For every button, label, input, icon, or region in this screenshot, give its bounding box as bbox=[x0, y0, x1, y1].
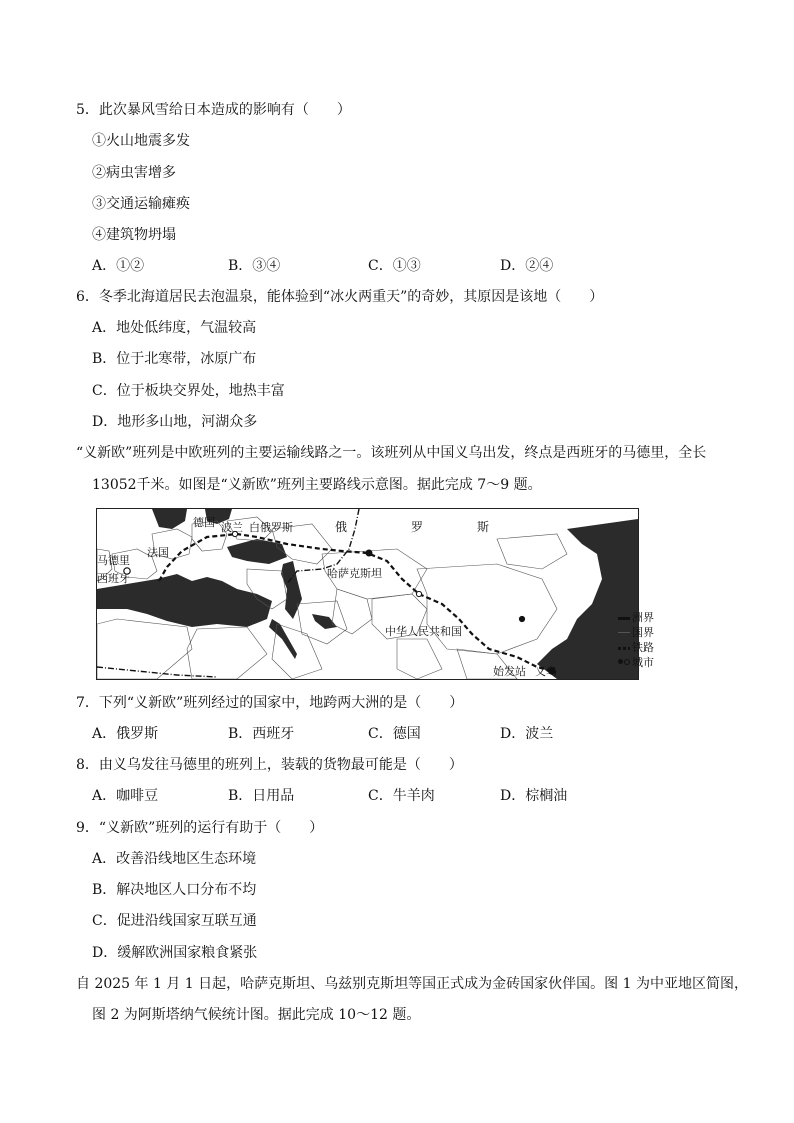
label-start-station: 始发站 bbox=[493, 665, 526, 678]
question-8-stem: 8．由义乌发往马德里的班列上，装载的货物最可能是（ ） bbox=[76, 757, 463, 773]
passage-2-line-2: 图 2 为阿斯塔纳气候统计图。据此完成 10～12 题。 bbox=[92, 1007, 421, 1023]
label-china: 中华人民共和国 bbox=[385, 625, 462, 638]
q5-choice-b[interactable]: B．③④ bbox=[228, 258, 281, 274]
route-map bbox=[96, 508, 639, 680]
red-sea bbox=[269, 619, 297, 659]
q8-choice-d[interactable]: D．棕榈油 bbox=[500, 788, 568, 804]
q8-choice-b[interactable]: B．日用品 bbox=[228, 788, 295, 804]
question-9-stem: 9．“义新欧”班列的运行有助于（ ） bbox=[76, 820, 324, 836]
q5-item-1: ①火山地震多发 bbox=[92, 133, 190, 149]
q9-option-b[interactable]: B．解决地区人口分布不均 bbox=[92, 882, 257, 898]
label-france: 法国 bbox=[147, 546, 169, 559]
question-5-stem: 5．此次暴风雪给日本造成的影响有（ ） bbox=[76, 102, 351, 118]
q5-item-3: ③交通运输瘫痪 bbox=[92, 196, 190, 212]
north-sea bbox=[152, 509, 187, 529]
label-russia-3: 斯 bbox=[477, 520, 490, 534]
city-marker-kazakhstan bbox=[416, 591, 421, 596]
q6-option-d[interactable]: D．地形多山地，河湖众多 bbox=[92, 414, 258, 430]
border-icon bbox=[618, 632, 630, 633]
q5-item-2: ②病虫害增多 bbox=[92, 165, 176, 181]
q5-choice-c[interactable]: C．①③ bbox=[368, 258, 421, 274]
q9-option-c[interactable]: C．促进沿线国家互联互通 bbox=[92, 913, 257, 929]
q6-option-b[interactable]: B．位于北寒带，冰原广布 bbox=[92, 351, 257, 367]
q9-option-a[interactable]: A．改善沿线地区生态环境 bbox=[92, 851, 257, 867]
label-madrid: 马德里 bbox=[97, 554, 130, 567]
q8-choice-a[interactable]: A．咖啡豆 bbox=[92, 788, 159, 804]
city-marker-russia bbox=[366, 550, 372, 556]
label-spain: 西班牙 bbox=[97, 572, 130, 585]
q5-choice-a[interactable]: A．①② bbox=[92, 258, 145, 274]
continent-boundary-south bbox=[97, 667, 217, 677]
label-belarus: 白俄罗斯 bbox=[249, 521, 293, 534]
q7-choice-b[interactable]: B．西班牙 bbox=[228, 726, 295, 742]
q8-choice-c[interactable]: C．牛羊肉 bbox=[368, 788, 435, 804]
q7-choice-a[interactable]: A．俄罗斯 bbox=[92, 726, 159, 742]
caspian-sea bbox=[281, 561, 302, 619]
city-circle-icon bbox=[624, 659, 630, 665]
label-russia-1: 俄 bbox=[335, 520, 348, 534]
label-germany: 德国 bbox=[193, 516, 215, 529]
map-legend: 洲界 国界 铁路 城市 bbox=[618, 612, 678, 672]
city-dot-icon bbox=[618, 659, 623, 664]
label-kazakhstan: 哈萨克斯坦 bbox=[327, 567, 382, 580]
q7-choice-c[interactable]: C．德国 bbox=[368, 726, 421, 742]
q6-option-a[interactable]: A．地处低纬度，气温较高 bbox=[92, 320, 257, 336]
passage-1-line-1: “义新欧”班列是中欧班列的主要运输线路之一。该班列从中国义乌出发，终点是西班牙的马德里，全长 bbox=[76, 445, 707, 461]
q5-item-4: ④建筑物坍塌 bbox=[92, 227, 176, 243]
railway-icon bbox=[618, 647, 630, 650]
q6-option-c[interactable]: C．位于板块交界处，地热丰富 bbox=[92, 383, 285, 399]
route-map-svg bbox=[97, 509, 638, 679]
city-marker-china bbox=[519, 616, 524, 621]
label-yiwu: 义乌 bbox=[535, 665, 557, 678]
passage-1-line-2: 13052千米。如图是“义新欧”班列主要路线示意图。据此完成 7～9 题。 bbox=[92, 477, 542, 493]
label-russia-2: 罗 bbox=[411, 520, 424, 534]
q9-option-d[interactable]: D．缓解欧洲国家粮食紧张 bbox=[92, 945, 258, 961]
passage-2-line-1: 自 2025 年 1 月 1 日起，哈萨克斯坦、乌兹别克斯坦等国正式成为金砖国家伙伴国。图 1 为中亚地区简图， bbox=[76, 976, 748, 992]
label-poland: 波兰 bbox=[221, 521, 243, 534]
q7-choice-d[interactable]: D．波兰 bbox=[500, 726, 554, 742]
continent-boundary-icon bbox=[618, 617, 630, 620]
q5-choice-d[interactable]: D．②④ bbox=[500, 258, 554, 274]
question-7-stem: 7．下列“义新欧”班列经过的国家中，地跨两大洲的是（ ） bbox=[76, 695, 464, 711]
question-6-stem: 6．冬季北海道居民去泡温泉，能体验到“冰火两重天”的奇妙，其原因是该地（ ） bbox=[76, 289, 604, 305]
